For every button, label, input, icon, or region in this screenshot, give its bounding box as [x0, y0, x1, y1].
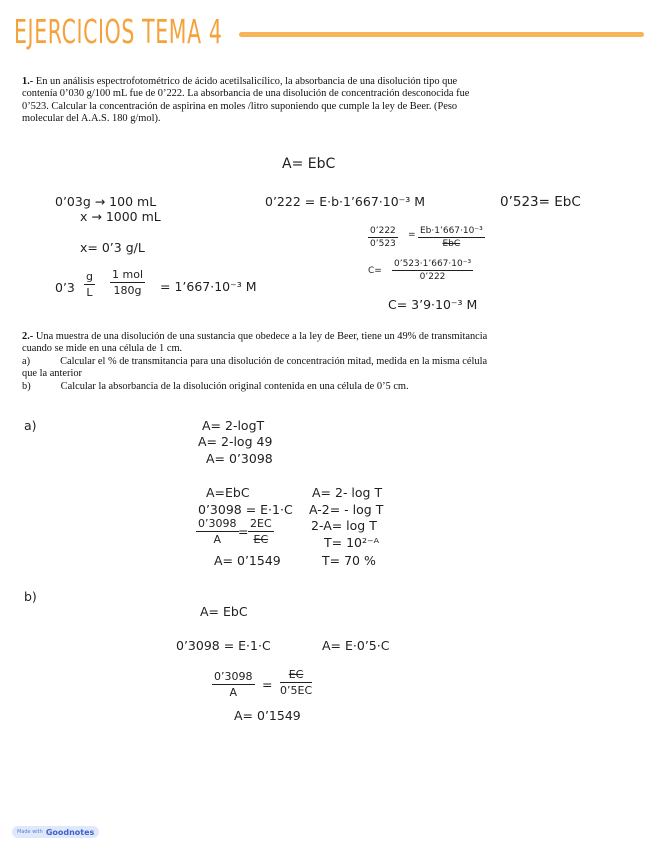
c-label: C=	[368, 266, 382, 276]
conversion-result: = 1’667·10⁻³ M	[160, 279, 257, 294]
problem-2a-label: a)	[22, 355, 31, 367]
c-fraction-den: 0’222	[419, 272, 446, 282]
part-b-fraction-right	[280, 668, 312, 697]
part-a-fraction-right-num: 2EC	[250, 517, 272, 530]
part-a-fraction-left	[196, 517, 239, 546]
problem-2a-text: Calcular el % de transmitancia para una disolución de concentración mitad, medida en la misma célula que la anterior	[22, 355, 488, 380]
part-a-r1: A= 2- log T	[312, 485, 383, 500]
problem-1-number: 1.-	[22, 76, 34, 87]
problem-1-text: En un análisis espectrofotométrico de ácido acetilsalicílico, la absorbancia de una disolución tipo que contenía 0’030 g/100 mL fue de 0’222. La absorbancia de una disolución de concentración desconocida fue 0’523. Calcular la concentración de aspirina en moles /litro suponiendo que cumple la ley de Beer. (Peso molecular del A.A.S. 180 g/mol).	[22, 76, 470, 125]
conversion-mol: 1 mol	[112, 268, 143, 281]
part-a-fraction-right-den: EC	[253, 533, 269, 546]
problem-2-text: Una muestra de una disolución de una sustancia que obedece a la ley de Beer, tiene un 49% de transmitancia cuando se mide en una célula de 1 cm.	[22, 331, 488, 355]
part-a-r4: T= 10²⁻ᴬ	[324, 535, 379, 550]
part-b-line-2: 0’3098 = E·1·C	[176, 638, 271, 653]
part-a-fraction-left-num: 0’3098	[198, 517, 237, 530]
part-a-r2: A-2= - log T	[309, 502, 384, 517]
part-a-line-1: A= 2-logT	[202, 418, 265, 433]
part-a-c-result: A= 0’1549	[214, 553, 281, 568]
made-with-label: Made with	[17, 829, 43, 835]
title-underline	[239, 32, 644, 37]
problem-1-statement	[22, 76, 490, 126]
ratio-right	[418, 226, 485, 249]
part-a-fraction-right	[248, 517, 274, 546]
part-a-c1: A=EbC	[206, 485, 250, 500]
c-fraction-num: 0’523·1’667·10⁻³	[394, 259, 472, 269]
part-b-fraction-left	[212, 670, 255, 699]
problem-2-statement	[22, 331, 490, 393]
ratio-left	[368, 226, 398, 249]
conversion-molar-mass	[110, 268, 145, 297]
part-a-fraction-left-den: A	[213, 533, 222, 546]
ratio-right-num: Eb·1’667·10⁻³	[420, 226, 483, 236]
conversion-start: 0’3	[55, 280, 75, 295]
conversion-g-per-l	[84, 270, 95, 299]
x-result: x= 0’3 g/L	[80, 240, 145, 255]
part-a-r3: 2-A= log T	[311, 518, 377, 533]
part-b-fraction-left-num: 0’3098	[214, 670, 253, 683]
conversion-g: g	[86, 270, 93, 283]
part-a-fraction-equals: =	[238, 524, 249, 539]
part-a-line-2: A= 2-log 49	[198, 434, 273, 449]
part-b-line-1: A= EbC	[200, 604, 248, 619]
part-a-line-3: A= 0’3098	[206, 451, 273, 466]
equation-right: 0’523= EbC	[500, 194, 581, 210]
goodnotes-badge[interactable]	[12, 826, 99, 838]
page-title: EJERCICIOS TEMA 4	[14, 12, 223, 51]
conversion-l: L	[86, 286, 93, 299]
part-a-label: a)	[24, 418, 37, 433]
proportion-line-2: x → 1000 mL	[80, 209, 161, 224]
ratio-left-den: 0’523	[370, 239, 396, 249]
equation-middle: 0’222 = E·b·1’667·10⁻³ M	[265, 194, 426, 209]
part-b-result: A= 0’1549	[234, 708, 301, 723]
problem-2-number: 2.-	[22, 331, 34, 342]
problem-2b-label: b)	[22, 380, 31, 392]
ratio-left-num: 0’222	[370, 226, 396, 236]
goodnotes-logo: Goodnotes	[45, 827, 95, 837]
part-a-r5: T= 70 %	[322, 553, 376, 568]
part-a-c2: 0’3098 = E·1·C	[198, 502, 293, 517]
c-result: C= 3’9·10⁻³ M	[388, 297, 478, 312]
part-b-fraction-left-den: A	[229, 686, 238, 699]
c-fraction	[392, 259, 473, 282]
problem-2b-text: Calcular la absorbancia de la disolución original contenida en una célula de 0’5 cm.	[60, 380, 409, 392]
part-b-fraction-right-den: 0’5EC	[280, 684, 313, 697]
conversion-180: 180g	[113, 284, 142, 297]
part-b-fraction-equals: =	[262, 677, 273, 692]
ratio-right-den: EbC	[442, 239, 461, 249]
ratio-equals: =	[408, 230, 416, 240]
part-b-fraction-right-num: EC	[280, 668, 312, 683]
proportion-line-1: 0’03g → 100 mL	[55, 194, 157, 209]
part-b-line-2-right: A= E·0’5·C	[322, 638, 390, 653]
part-b-label: b)	[24, 589, 37, 604]
beer-law-equation: A= EbC	[282, 156, 336, 172]
